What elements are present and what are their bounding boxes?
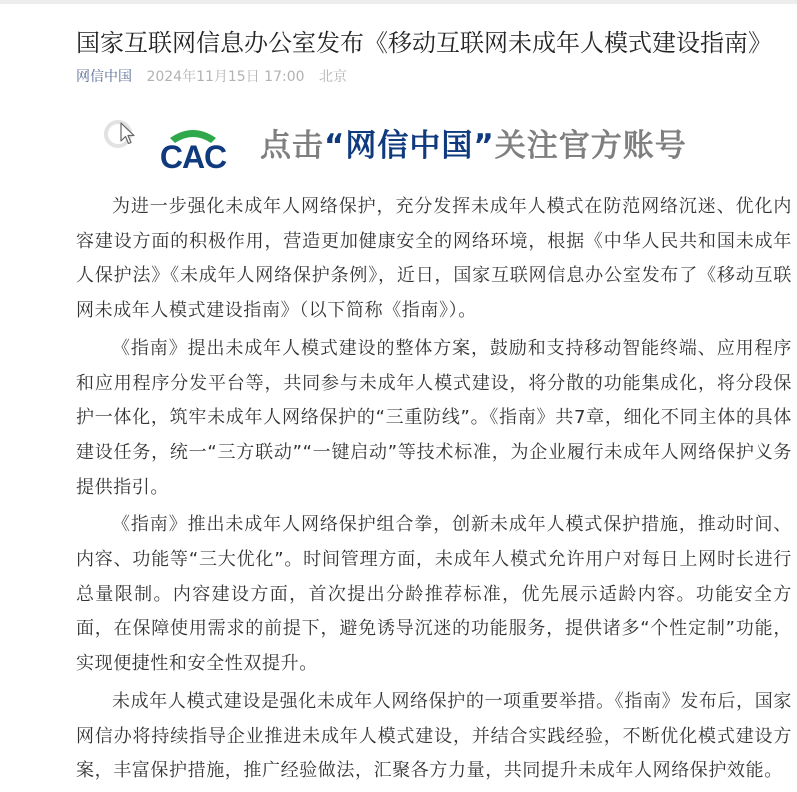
article-title: 国家互联网信息办公室发布《移动互联网未成年人模式建设指南》 [76, 29, 772, 57]
mouse-cursor-icon [120, 122, 136, 146]
banner-suffix: 关注官方账号 [494, 128, 687, 164]
cac-logo-icon [148, 124, 238, 170]
publish-location: 北京 [318, 69, 347, 85]
publish-date: 2024年11月15日 17:00 [146, 69, 305, 85]
banner-text [260, 126, 687, 166]
follow-account-banner[interactable] [100, 114, 720, 176]
source-account-link[interactable]: 网信中国 [76, 69, 132, 85]
paragraph-4: 未成年人模式建设是强化未成年人网络保护的一项重要举措。《指南》发布后，国家网信办将持续指导企业推进未成年人模式建设，并结合实践经验，不断优化模式建设方案，丰富保护措施，推广经验做法，汇聚各方力量，共同提升未成年人网络保护效能。 [76, 690, 792, 782]
article-meta [76, 67, 347, 87]
banner-account-name: “网信中国” [324, 128, 495, 164]
top-bar [0, 0, 797, 4]
svg-text:CAC: CAC [159, 139, 227, 170]
article-body [76, 190, 792, 792]
banner-prefix: 点击 [260, 128, 324, 164]
paragraph-1: 为进一步强化未成年人网络保护，充分发挥未成年人模式在防范网络沉迷、优化内容建设方面的积极作用，营造更加健康安全的网络环境，根据《中华人民共和国未成年人保护法》《未成年人网络保护条例》，近日，国家互联网信息办公室发布了《移动互联网未成年人模式建设指南》（以下简称《指南》）。 [76, 196, 792, 322]
paragraph-2: 《指南》提出未成年人模式建设的整体方案，鼓励和支持移动智能终端、应用程序和应用程序分发平台等，共同参与未成年人模式建设，将分散的功能集成化，将分段保护一体化，筑牢未成年人网络保护的“三重防线”。《指南》共7章，细化不同主体的具体建设任务，统一“三方联动”“一键启动”等技术标准，为企业履行未成年人网络保护义务提供指引。 [76, 337, 792, 498]
paragraph-3: 《指南》推出未成年人网络保护组合拳，创新未成年人模式保护措施，推动时间、内容、功能等“三大优化”。时间管理方面，未成年人模式允许用户对每日上网时长进行总量限制。内容建设方面，首次提出分龄推荐标准，优先展示适龄内容。功能安全方面，在保障使用需求的前提下，避免诱导沉迷的功能服务，提供诸多“个性定制”功能，实现便捷性和安全性双提升。 [76, 514, 792, 675]
